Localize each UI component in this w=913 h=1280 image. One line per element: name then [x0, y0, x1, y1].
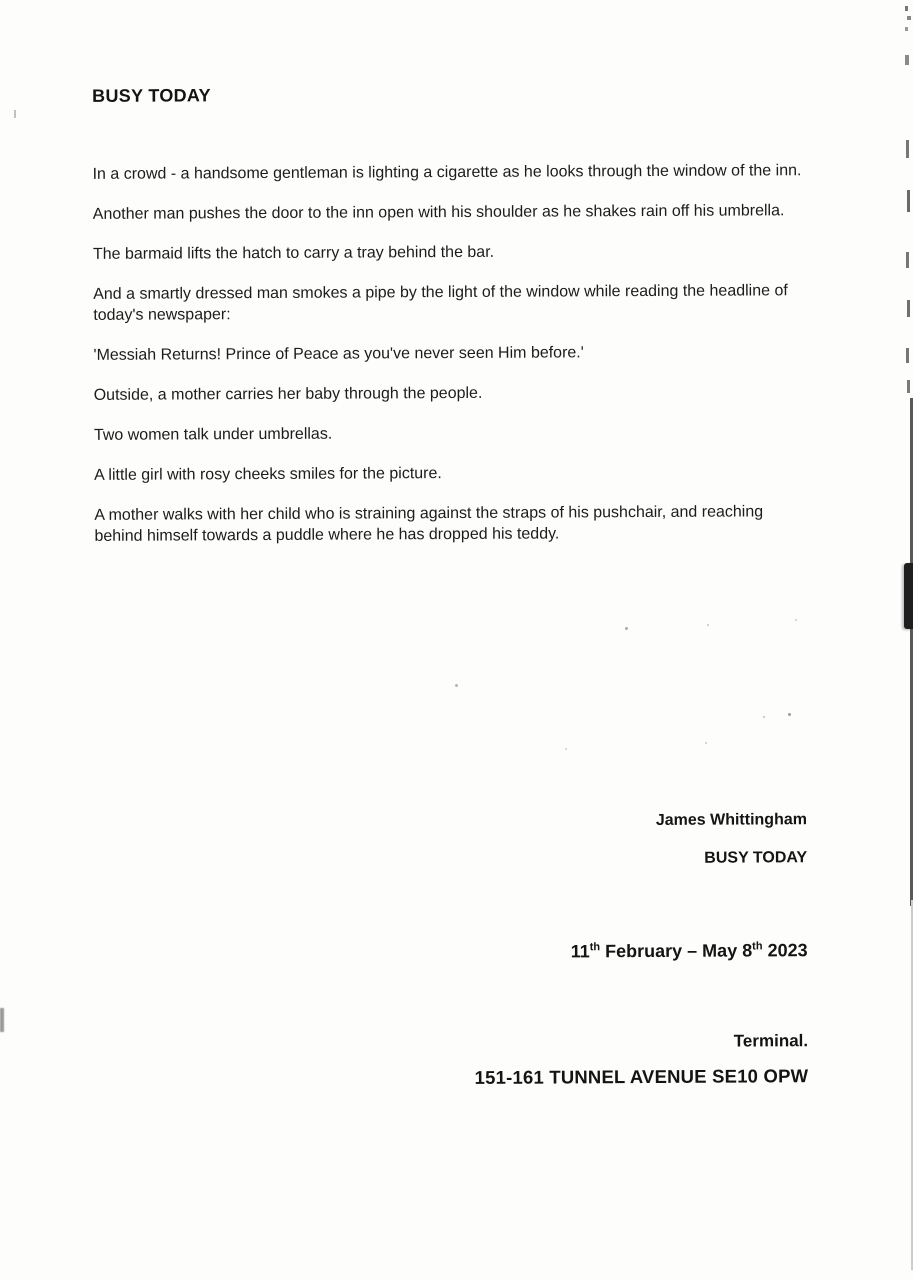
run-dates: [97, 940, 808, 965]
scan-dash-right-6: [907, 380, 910, 393]
scan-speck: [625, 627, 628, 630]
paragraph: 'Messiah Returns! Prince of Peace as you've never seen Him before.': [93, 344, 584, 364]
scan-speck: [705, 742, 707, 744]
venue-address: 151-161 TUNNEL AVENUE SE10 OPW: [474, 1065, 809, 1088]
scan-speck: [788, 713, 791, 716]
venue-name: Terminal.: [733, 1031, 809, 1051]
scan-speck: [795, 619, 797, 621]
scan-mark-top-right-4: [905, 55, 909, 65]
run-dates-year: 2023: [762, 940, 808, 961]
scan-speck: [763, 716, 765, 718]
scan-mark-top-right-1: [905, 6, 908, 11]
scan-dash-right-4: [907, 300, 910, 317]
scan-blot-right: [904, 563, 913, 629]
run-dates-start-day: 11: [570, 941, 590, 962]
scan-dash-right-1: [906, 140, 909, 158]
document-title: BUSY TODAY: [92, 85, 211, 106]
run-dates-middle: February – May 8: [600, 940, 753, 962]
document-body: [93, 160, 809, 566]
paragraph: The barmaid lifts the hatch to carry a tray behind the bar.: [92, 243, 495, 263]
paragraph: Two women talk under umbrellas.: [93, 425, 333, 444]
run-dates-end-suffix: th: [752, 940, 763, 953]
paragraph: In a crowd - a handsome gentleman is lighting a cigarette as he looks through the window of the inn.: [92, 162, 802, 183]
paragraph: Outside, a mother carries her baby through the people.: [93, 384, 483, 404]
scan-mark-left: [0, 1008, 4, 1032]
scan-dash-right-5: [906, 348, 909, 363]
scan-dash-right-2: [907, 190, 910, 212]
scan-speck: [565, 748, 567, 750]
paragraph: A little girl with rosy cheeks smiles for the picture.: [94, 465, 442, 484]
paragraph: A mother walks with her child who is straining against the straps of his pushchair, and reaching behind himself towards a puddle where he has dropped his teddy.: [94, 503, 764, 545]
venue-block: [97, 1031, 808, 1091]
author-name: James Whittingham: [655, 811, 807, 829]
scan-dash-right-3: [906, 252, 909, 268]
signature-block: [96, 811, 807, 870]
scan-mark-top-right-3: [905, 27, 908, 31]
paragraph: Another man pushes the door to the inn open with his shoulder as he shakes rain off his umbrella.: [92, 202, 785, 223]
paragraph: And a smartly dressed man smokes a pipe by the light of the window while reading the headline of today's newspaper:: [93, 282, 788, 324]
scan-speck: [455, 684, 458, 687]
scan-mark-top-right-2: [907, 16, 911, 20]
scan-speck: [707, 624, 709, 626]
work-title: BUSY TODAY: [704, 849, 808, 867]
scan-tick-left: [14, 110, 16, 118]
run-dates-start-suffix: th: [589, 941, 601, 954]
